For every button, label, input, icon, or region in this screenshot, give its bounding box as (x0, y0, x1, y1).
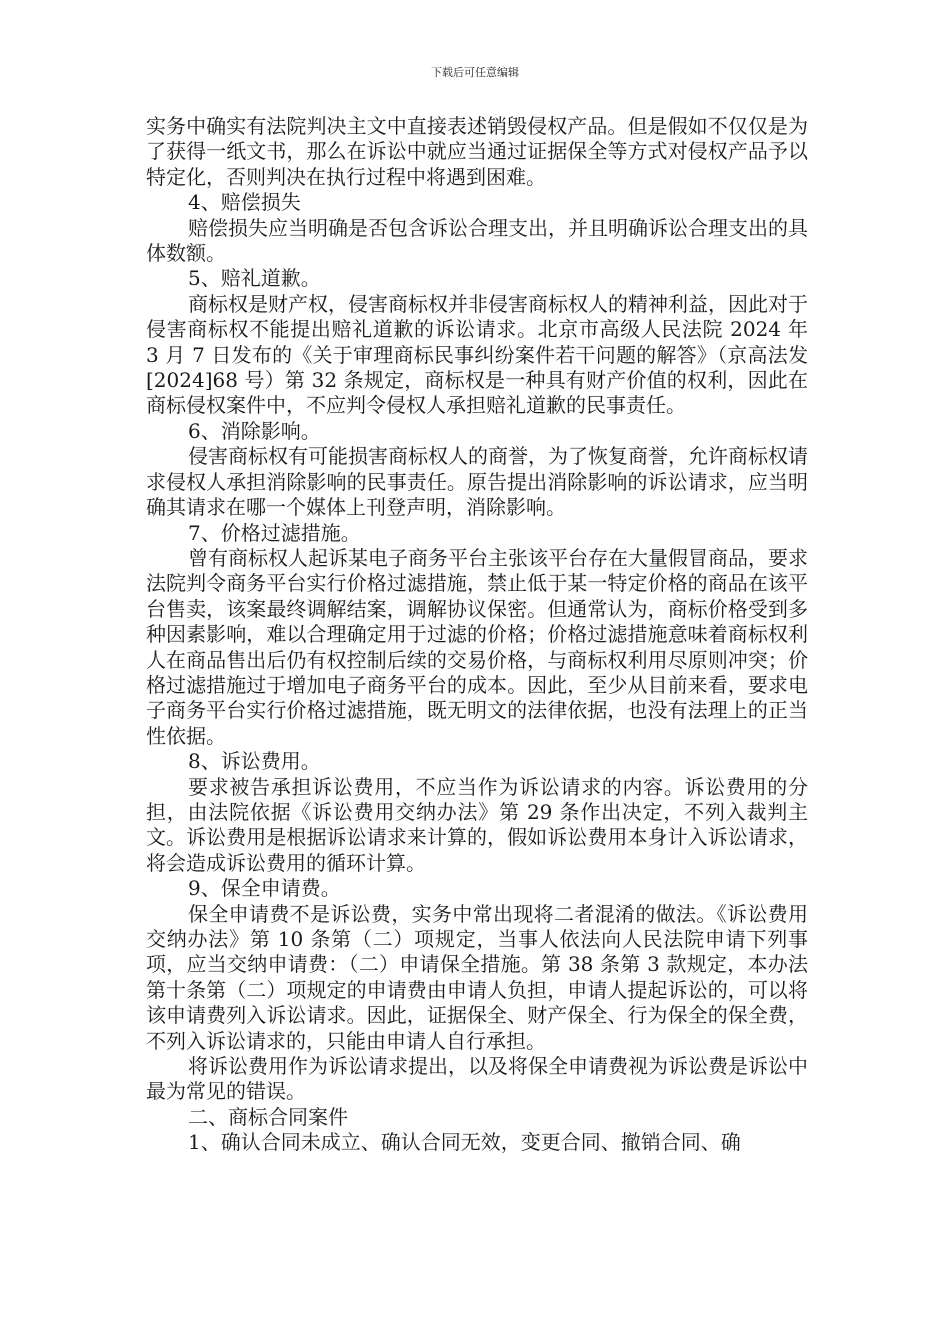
body-paragraph: 侵害商标权有可能损害商标权人的商誉，为了恢复商誉，允许商标权请求侵权人承担消除影响的民事责任。原告提出消除影响的诉讼请求，应当明确其请求在哪一个媒体上刊登声明，消除影响。 (146, 444, 808, 520)
body-paragraph: 赔偿损失应当明确是否包含诉讼合理支出，并且明确诉讼合理支出的具体数额。 (146, 215, 808, 266)
document-body (146, 114, 808, 1156)
body-paragraph: 商标权是财产权，侵害商标权并非侵害商标权人的精神利益，因此对于侵害商标权不能提出赔礼道歉的诉讼请求。北京市高级人民法院 2024 年 3 月 7 日发布的《关于审理商标民事纠纷案件若干问题的解答》（京高法发[2024]68 号）第 32 条规定，商标权是一种具有财产价值的权利，因此在商标侵权案件中，不应判令侵权人承担赔礼道歉的民事责任。 (146, 291, 808, 418)
body-paragraph: 将诉讼费用作为诉讼请求提出，以及将保全申请费视为诉讼费是诉讼中最为常见的错误。 (146, 1054, 808, 1104)
section-heading-trademark-contract: 二、商标合同案件 (188, 1104, 348, 1129)
section-heading-price-filter: 7、价格过滤措施。 (188, 520, 361, 545)
page-header-note: 下载后可任意编辑 (431, 66, 519, 79)
section-heading-preservation-fee: 9、保全申请费。 (188, 876, 341, 901)
section-heading-eliminate-influence: 6、消除影响。 (188, 418, 321, 443)
body-paragraph: 实务中确实有法院判决主文中直接表述销毁侵权产品。但是假如不仅仅是为了获得一纸文书，那么在诉讼中就应当通过证据保全等方式对侵权产品予以特定化，否则判决在执行过程中将遇到困难。 (146, 114, 808, 189)
body-paragraph: 曾有商标权人起诉某电子商务平台主张该平台存在大量假冒商品，要求法院判令商务平台实行价格过滤措施，禁止低于某一特定价格的商品在该平台售卖，该案最终调解结案，调解协议保密。但通常认为，商标价格受到多种因素影响，难以合理确定用于过滤的价格；价格过滤措施意味着商标权利人在商品售出后仍有权控制后续的交易价格，与商标权利用尽原则冲突；价格过滤措施过于增加电子商务平台的成本。因此，至少从目前来看，要求电子商务平台实行价格过滤措施，既无明文的法律依据，也没有法理上的正当性依据。 (146, 545, 808, 748)
section-heading-apology: 5、赔礼道歉。 (188, 266, 321, 291)
section-heading-litigation-costs: 8、诉讼费用。 (188, 749, 321, 774)
body-paragraph: 要求被告承担诉讼费用，不应当作为诉讼请求的内容。诉讼费用的分担，由法院依据《诉讼费用交纳办法》第 29 条作出决定，不列入裁判主文。诉讼费用是根据诉讼请求来计算的，假如诉讼费用本身计入诉讼请求，将会造成诉讼费用的循环计算。 (146, 774, 808, 875)
body-paragraph: 保全申请费不是诉讼费，实务中常出现将二者混淆的做法。《诉讼费用交纳办法》第 10 条第（二）项规定，当事人依法向人民法院申请下列事项，应当交纳申请费：（二）申请保全措施。第 38 条第 3 款规定，本办法第十条第（二）项规定的申请费由申请人负担，申请人提起诉讼的，可以将该申请费列入诉讼请求。因此，证据保全、财产保全、行为保全的保全费，不列入诉讼请求的，只能由申请人自行承担。 (146, 901, 808, 1053)
body-paragraph: 1、确认合同未成立、确认合同无效，变更合同、撤销合同、确 (188, 1130, 741, 1155)
section-heading-compensation: 4、赔偿损失 (188, 190, 301, 215)
